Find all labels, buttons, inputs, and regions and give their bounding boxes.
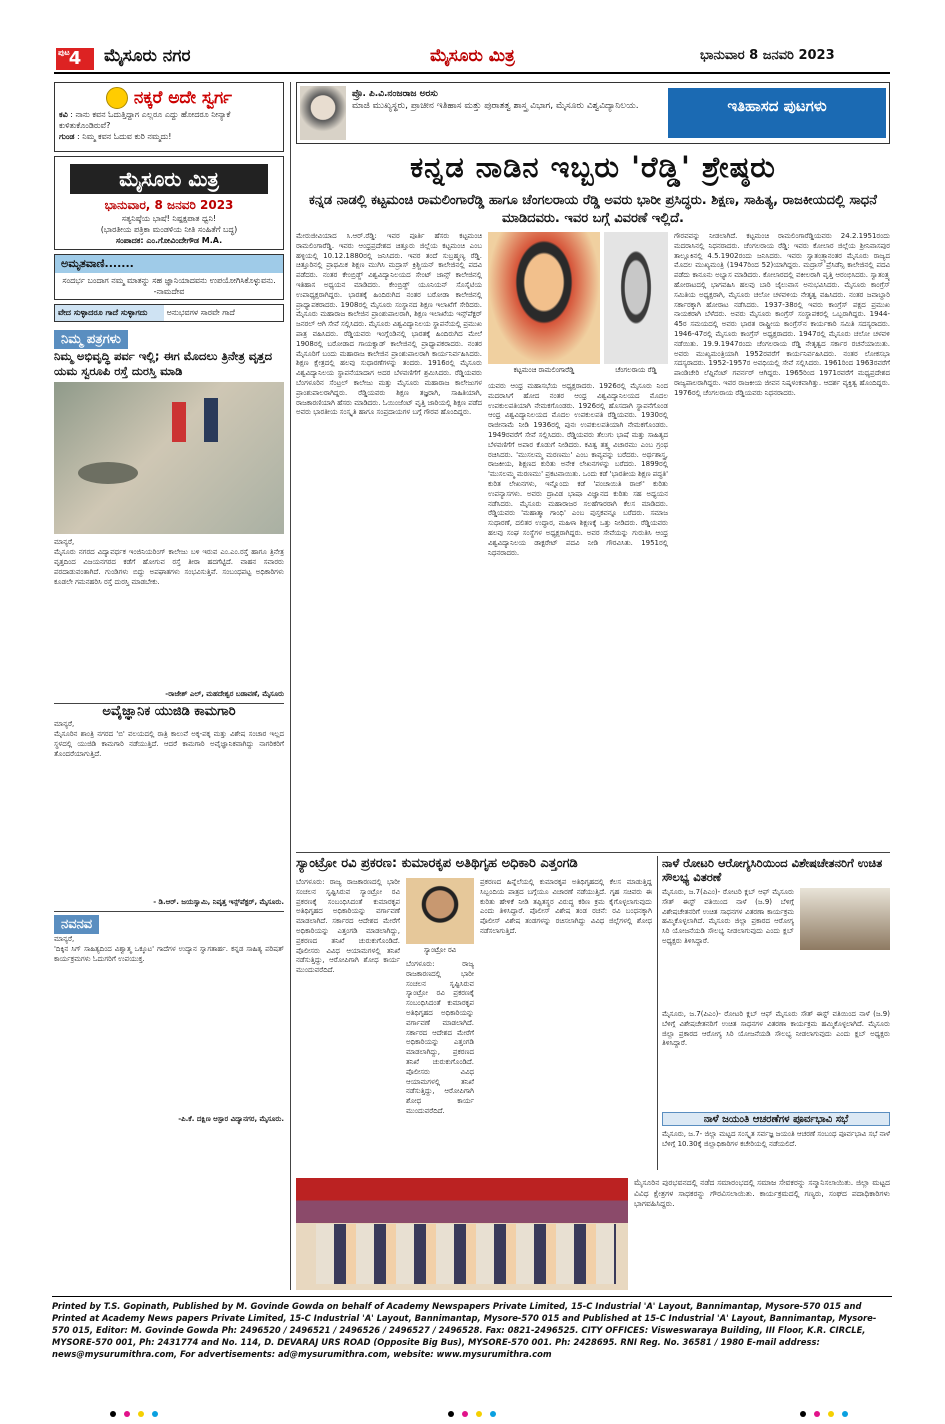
jayanti-body: ಮೈಸೂರು, ಜ.7- ಜಿಲ್ಲಾ ಮಟ್ಟದ ಸಂಸ್ಕೃತ ಸರ್ವಜ್ಞ ಜಯಂತಿ ಆಚರಣೆ ಸಂಬಂಧ ಪೂರ್ವಭಾವಿ ಸಭೆ ನಾಳೆ ಬೆಳಿಗ್ಗೆ 10.30ಕ್ಕೆ ಜಿಲ್ಲಾಧಿಕಾರಿಗಳ ಕಚೇರಿಯಲ್ಲಿ ನಡೆಯಲಿದೆ. [662, 1130, 890, 1148]
navanava-signature: -ಪಿ.ಕೆ. ದಕ್ಷಿಣ ಆಸ್ಪಾರ ವಿದ್ಯಾನಗರ, ಮೈಸೂರು. [178, 1115, 284, 1123]
veda-left: ವೇದ ಸುಳ್ಳಾದರೂ ಗಾದೆ ಸುಳ್ಳಾಗದು [55, 305, 164, 321]
page-number-badge [56, 48, 94, 70]
edition-logo: ಮೈಸೂರು ಮಿತ್ರ [70, 164, 268, 194]
registration-dots-left [110, 1402, 166, 1410]
author-desc: ಮಾಜಿ ಮುಖ್ಯಸ್ಥರು, ಪ್ರಾಚೀನ ಇತಿಹಾಸ ಮತ್ತು ಪುರಾತತ್ವ ಶಾಸ್ತ್ರ ವಿಭಾಗ, ಮೈಸೂರು ವಿಶ್ವವಿದ್ಯಾನಿಲಯ. [352, 101, 639, 111]
rotary-headline: ನಾಳೆ ರೋಟರಿ ಆರೋಗ್ಯಸಿರಿಯಿಂದ ವಿಶೇಷಚೇತನರಿಗೆ ಉಚಿತ ಸೌಲಭ್ಯ ವಿತರಣೆ [662, 856, 883, 884]
registration-dot [800, 1411, 806, 1417]
pothole-shape [78, 462, 138, 484]
ceremony-photo [296, 1178, 628, 1290]
section-name: ಮೈಸೂರು ನಗರ [104, 46, 191, 66]
left-column [54, 82, 284, 1124]
sub-headline: ಕನ್ನಡ ನಾಡಲ್ಲಿ ಕಟ್ಟಮಂಚಿ ರಾಮಲಿಂಗಾರೆಡ್ಡಿ ಹಾಗೂ ಚೆಂಗಲರಾಯ ರೆಡ್ಡಿ ಅವರು ಭಾರೀ ಪ್ರಸಿದ್ಧರು. ಶಿಕ್ಷಣ, ಸಾಹಿತ್ಯ, ರಾಜಕೀಯದಲ್ಲಿ ಸಾಧನೆ ಮಾಡಿದವರು. ಇವರ ಬಗ್ಗೆ ವಿವರಣೆ ಇಲ್ಲಿದೆ. [309, 193, 877, 226]
edition-tagline-2: (ಭಾರತೀಯ ಪತ್ರಿಕಾ ಮಂಡಳಿಯ ನೀತಿ ಸಂಹಿತೆಗೆ ಬದ್ಧ) [100, 225, 238, 234]
footer-rule [52, 1296, 892, 1297]
pedestrian-figure [204, 398, 218, 442]
santro-column-1b: ಬೆಂಗಳೂರು: ರಾಜ್ಯ ರಾಜಕಾರಣದಲ್ಲಿ ಭಾರೀ ಸಂಚಲನ ಸೃಷ್ಟಿಸಿರುವ ಸ್ಯಾಂಟ್ರೋ ರವಿ ಪ್ರಕರಣಕ್ಕೆ ಸಂಬಂಧಿಸಿದಂತೆ ಕುಮಾರಕೃಪ ಅತಿಥಿಗೃಹದ ಅಧಿಕಾರಿಯನ್ನು ವರ್ಗಾವಣೆ ಮಾಡಲಾಗಿದೆ. ಸರ್ಕಾರದ ಆದೇಶದ ಮೇರೆಗೆ ಅಧಿಕಾರಿಯನ್ನು ಎತ್ತಂಗಡಿ ಮಾಡಲಾಗಿದ್ದು, ಪ್ರಕರಣದ ತನಿಖೆ ಚುರುಕುಗೊಂಡಿದೆ. ಪೊಲೀಸರು ವಿವಿಧ ಆಯಾಮಗಳಲ್ಲಿ ತನಿಖೆ ನಡೆಸುತ್ತಿದ್ದು, ಆರೋಪಿಗಾಗಿ ಶೋಧ ಕಾರ್ಯ ಮುಂದುವರೆದಿದೆ. [406, 960, 474, 1115]
portrait-caption-1: ಕಟ್ಟಮಂಚಿ ರಾಮಲಿಂಗಾರೆಡ್ಡಿ [513, 366, 575, 374]
author-name: ಪ್ರೊ. ಪಿ.ವಿ.ನಂಜರಾಜ ಅರಸು [352, 89, 438, 99]
navanava-salutation: ಮಾನ್ಯರೆ, [54, 935, 75, 943]
registration-dot [152, 1411, 158, 1417]
road-photo [54, 382, 284, 534]
nakkare-box: ನಕ್ಕರೆ ಅದೇ ಸ್ವರ್ಗ ಕವಿ : ನಾನು ಕವನ ಓದುತ್ತಿದ್ದಾಗ ಎಲ್ಲರೂ ಎದ್ದು ಹೋದರೂ ನೀನ್ಯಾಕೆ ಕುಳಿತುಕೊಂಡಿರುವೆ? ಗುಂಡ : ನಿಮ್ಮ ಕವನ ಓದುವ ಕುರಿ ನಮ್ಮದು! [54, 82, 284, 152]
patragalu-salutation: ಮಾನ್ಯರೆ, [54, 538, 75, 546]
nakkare-label-2: ಗುಂಡ [59, 132, 75, 141]
amrutavani-box [54, 254, 284, 300]
rotary-body: ಮೈಸೂರು, ಜ.7(ಪಿಎಂ)- ರೋಟರಿ ಕ್ಲಬ್ ಆಫ್ ಮೈಸೂರು ಸೌತ್ ಈಸ್ಟ್ ವತಿಯಿಂದ ನಾಳೆ (ಜ.9) ಬೆಳಿಗ್ಗೆ ವಿಶೇಷಚೇತನರಿಗೆ ಉಚಿತ ಸಾಧನಗಳ ವಿತರಣಾ ಕಾರ್ಯಕ್ರಮ ಹಮ್ಮಿಕೊಳ್ಳಲಾಗಿದೆ. ಮೈಸೂರು ಜಿಲ್ಲಾ ಪ್ರಕಾರದ ಆರೋಗ್ಯ ಸಿರಿ ಯೋಜನೆಯಡಿ ಸೌಲಭ್ಯ ನೀಡಲಾಗುವುದು ಎಂದು ಕ್ಲಬ್ ಅಧ್ಯಕ್ಷರು ತಿಳಿಸಿದ್ದಾರೆ. [662, 888, 794, 945]
registration-dot [448, 1411, 454, 1417]
nakkare-label-1: ಕವಿ [59, 110, 68, 119]
registration-dot [476, 1411, 482, 1417]
registration-dot [828, 1411, 834, 1417]
veda-right: ಅನುಭವಗಳ ಸಾರವೇ ಗಾದೆ [166, 308, 235, 317]
pedestrian-figure [172, 402, 186, 442]
veda-box [54, 304, 284, 322]
nakkare-title: ನಕ್ಕರೆ ಅದೇ ಸ್ವರ್ಗ [133, 88, 232, 108]
masthead-rule [54, 72, 890, 74]
ugd-salutation: ಮಾನ್ಯರೆ, [54, 720, 75, 728]
patragalu-body: ಮೈಸೂರು ನಗರದ ವಿದ್ಯಾವರ್ಧಕ ಇಂಜಿನಿಯರಿಂಗ್ ಕಾಲೇಜು ಬಳಿ ಇರುವ ಎಂ.ಎಂ.ರಸ್ತೆ ಹಾಗೂ ತ್ರಿನೇತ್ರ ವೃತ್ತದಿಂದ ವಿಜಯನಗರದ ಕಡೆಗೆ ಹೋಗುವ ರಸ್ತೆ ತೀರಾ ಹದಗೆಟ್ಟಿದೆ. ವಾಹನ ಸವಾರರು ಪರದಾಡುವಂತಾಗಿದೆ. ಗುಂಡಿಗಳು ಬಿದ್ದು ಅಪಘಾತಗಳು ಸಂಭವಿಸುತ್ತಿವೆ. ಸಂಬಂಧಪಟ್ಟ ಅಧಿಕಾರಿಗಳು ಕೂಡಲೇ ಗಮನಹರಿಸಿ ರಸ್ತೆ ದುರಸ್ತಿ ಮಾಡಬೇಕು. [54, 548, 284, 586]
navanava-body: 'ದಿಕ್ಕಿನ ಸಿಗ್ ಸಾಹಿತ್ಯದಿಂದ ವಿಶ್ವಾತ್ಮ ಒಕ್ಕೂಟ' ಗಾದೆಗಳ ಉದ್ಯಾನ ಸ್ವಾಗತಾರ್ಹ. ಕನ್ನಡ ಸಾಹಿತ್ಯ ಪರಿಷತ್ ಕಾರ್ಯಕ್ರಮಗಳು ಓದುಗರಿಗೆ ಉಪಯುಕ್ತ. [54, 945, 284, 963]
main-headline: ಕನ್ನಡ ನಾಡಿನ ಇಬ್ಬರು 'ರೆಡ್ಡಿ' ಶ್ರೇಷ್ಠರು [410, 150, 776, 184]
registration-dot [110, 1411, 116, 1417]
reddy-portrait-2 [604, 232, 668, 364]
nakkare-line-1: ನಾನು ಕವನ ಓದುತ್ತಿದ್ದಾಗ ಎಲ್ಲರೂ ಎದ್ದು ಹೋದರೂ ನೀನ್ಯಾಕೆ ಕುಳಿತುಕೊಂಡಿರುವೆ? [59, 110, 231, 130]
page-word: ಪುಟ [58, 48, 70, 57]
edition-date: ಭಾನುವಾರ, 8 ಜನವರಿ 2023 [104, 198, 234, 212]
ugd-signature: - ಡಿ.ಆರ್. ಜಯಸ್ವಾಮಿ, ನಿವೃತ್ತ ಇನ್ಸ್‌ಪೆಕ್ಟರ್, ಮೈಸೂರು. [153, 898, 284, 906]
itihasa-column-1: ಮೇರುಜೀವಿಯಾದ ಸಿ.ಆರ್.ರೆಡ್ಡಿ: ಇವರ ಪೂರ್ತಿ ಹೆಸರು ಕಟ್ಟಮಂಚಿ ರಾಮಲಿಂಗಾರೆಡ್ಡಿ. ಇವರು ಆಂಧ್ರಪ್ರದೇಶದ ಚಿತ್ತೂರು ಜಿಲ್ಲೆಯ ಕಟ್ಟಮಂಚಿ ಎಂಬ ಹಳ್ಳಿಯಲ್ಲಿ 10.12.1880ರಲ್ಲಿ ಜನಿಸಿದರು. ಇವರ ತಂದೆ ಸುಬ್ರಹ್ಮಣ್ಯ ರೆಡ್ಡಿ. ಚಿತ್ತೂರಿನಲ್ಲಿ ಪ್ರಾಥಮಿಕ ಶಿಕ್ಷಣ ಮುಗಿಸಿ ಮದ್ರಾಸ್ ಕ್ರಿಶ್ಚಿಯನ್ ಕಾಲೇಜಿನಲ್ಲಿ ಪದವಿ ಪಡೆದರು. ನಂತರ ಕೇಂಬ್ರಿಡ್ಜ್ ವಿಶ್ವವಿದ್ಯಾನಿಲಯದ ಸೇಂಟ್ ಜಾನ್ಸ್ ಕಾಲೇಜಿನಲ್ಲಿ ಇತಿಹಾಸ ಅಧ್ಯಯನ ಮಾಡಿದರು. ಕೇಂಬ್ರಿಡ್ಜ್ ಯೂನಿಯನ್ ಸೊಸೈಟಿಯ ಉಪಾಧ್ಯಕ್ಷರಾಗಿದ್ದರು. ಭಾರತಕ್ಕೆ ಹಿಂದಿರುಗಿದ ನಂತರ ಬರೋಡಾ ಕಾಲೇಜಿನಲ್ಲಿ ಪ್ರಾಧ್ಯಾಪಕರಾದರು. 1908ರಲ್ಲಿ ಮೈಸೂರು ಸಂಸ್ಥಾನದ ಶಿಕ್ಷಣ ಇಲಾಖೆಗೆ ಸೇರಿದರು. ಮೈಸೂರು ಮಹಾರಾಜ ಕಾಲೇಜಿನ ಪ್ರಾಂಶುಪಾಲರಾಗಿ, ಶಿಕ್ಷಣ ಇಲಾಖೆಯ ಇನ್ಸ್‌ಪೆಕ್ಟರ್ ಜನರಲ್ ಆಗಿ ಸೇವೆ ಸಲ್ಲಿಸಿದರು. ಮೈಸೂರು ವಿಶ್ವವಿದ್ಯಾನಿಲಯ ಸ್ಥಾಪನೆಯಲ್ಲಿ ಪ್ರಮುಖ ಪಾತ್ರ ವಹಿಸಿದರು. ರೆಡ್ಡಿಯವರು ಇಂಗ್ಲೆಂಡಿನಲ್ಲಿ ಭಾರತಕ್ಕೆ ಹಿಂದಿರುಗಿದ ಮೇಲೆ 1908ರಲ್ಲಿ ಬರೋಡಾದ ಗಾಯಕ್ವಾಡ್ ಕಾಲೇಜಿನಲ್ಲಿ ಪ್ರಾಧ್ಯಾಪಕರಾದರು. ನಂತರ ಮೈಸೂರಿಗೆ ಬಂದು ಮಹಾರಾಜ ಕಾಲೇಜಿನ ಪ್ರಾಂಶುಪಾಲರಾಗಿ ಕಾರ್ಯನಿರ್ವಹಿಸಿದರು. ಶಿಕ್ಷಣ ಕ್ಷೇತ್ರದಲ್ಲಿ ಹಲವು ಸುಧಾರಣೆಗಳನ್ನು ತಂದರು. 1916ರಲ್ಲಿ ಮೈಸೂರು ವಿಶ್ವವಿದ್ಯಾನಿಲಯ ಸ್ಥಾಪನೆಯಾದಾಗ ಅದರ ಬೆಳವಣಿಗೆಗೆ ಶ್ರಮಿಸಿದರು. ರೆಡ್ಡಿಯವರು ಬೆಂಗಳೂರಿನ ಸೆಂಟ್ರಲ್ ಕಾಲೇಜು ಮತ್ತು ಮೈಸೂರು ಮಹಾರಾಜ ಕಾಲೇಜುಗಳ ಪ್ರಾಂಶುಪಾಲರಾಗಿದ್ದರು. ರೆಡ್ಡಿಯವರು ಶಿಕ್ಷಣ ತಜ್ಞರಾಗಿ, ಸಾಹಿತಿಯಾಗಿ, ರಾಜಕಾರಣಿಯಾಗಿ ಹೆಸರು ಮಾಡಿದರು. ಓಯಿಂಜೆಂಟ್ ವೃತ್ತಿ ಜಾರಿಯಲ್ಲಿ ಶಿಕ್ಷಣ ಪಡೆದ ಅವರು ಭಾರತೀಯ ಸಂಸ್ಕೃತಿ ಹಾಗೂ ಸಂಪ್ರದಾಯಗಳ ಬಗ್ಗೆ ಗೌರವ ಹೊಂದಿದ್ದರು. [296, 232, 482, 417]
publication-date: ಭಾನುವಾರ 8 ಜನವರಿ 2023 [700, 48, 835, 63]
santro-column-1: ಬೆಂಗಳೂರು: ರಾಜ್ಯ ರಾಜಕಾರಣದಲ್ಲಿ ಭಾರೀ ಸಂಚಲನ ಸೃಷ್ಟಿಸಿರುವ ಸ್ಯಾಂಟ್ರೋ ರವಿ ಪ್ರಕರಣಕ್ಕೆ ಸಂಬಂಧಿಸಿದಂತೆ ಕುಮಾರಕೃಪ ಅತಿಥಿಗೃಹದ ಅಧಿಕಾರಿಯನ್ನು ವರ್ಗಾವಣೆ ಮಾಡಲಾಗಿದೆ. ಸರ್ಕಾರದ ಆದೇಶದ ಮೇರೆಗೆ ಅಧಿಕಾರಿಯನ್ನು ಎತ್ತಂಗಡಿ ಮಾಡಲಾಗಿದ್ದು, ಪ್ರಕರಣದ ತನಿಖೆ ಚುರುಕುಗೊಂಡಿದೆ. ಪೊಲೀಸರು ವಿವಿಧ ಆಯಾಮಗಳಲ್ಲಿ ತನಿಖೆ ನಡೆಸುತ್ತಿದ್ದು, ಆರೋಪಿಗಾಗಿ ಶೋಧ ಕಾರ್ಯ ಮುಂದುವರೆದಿದೆ. [296, 878, 400, 975]
patragalu-section [54, 328, 284, 699]
jayanti-headline: ನಾಳೆ ಜಯಂತಿ ಆಚರಣೆಗಳ ಪೂರ್ವಭಾವಿ ಸಭೆ [662, 1112, 890, 1126]
registration-dot [138, 1411, 144, 1417]
itihasa-column-3: ಗೌರವವನ್ನು ನೀಡಲಾಗಿದೆ. ಕಟ್ಟಮಂಚಿ ರಾಮಲಿಂಗಾರೆಡ್ಡಿಯವರು 24.2.1951ರಂದು ಮದರಾಸಿನಲ್ಲಿ ನಿಧನರಾದರು. ಚೆಂಗಲರಾಯ ರೆಡ್ಡಿ: ಇವರು ಕೋಲಾರ ಜಿಲ್ಲೆಯ ಶ್ರೀನಿವಾಸಪುರ ತಾಲ್ಲೂಕಿನಲ್ಲಿ 4.5.1902ರಂದು ಜನಿಸಿದರು. ಇವರು ಸ್ವಾತಂತ್ರ್ಯಾನಂತರ ಮೈಸೂರು ರಾಜ್ಯದ ಮೊದಲ ಮುಖ್ಯಮಂತ್ರಿ (1947ರಿಂದ 52)ಯಾಗಿದ್ದರು. ಮದ್ರಾಸ್ ಪ್ರೆಸಿಡೆನ್ಸಿ ಕಾಲೇಜಿನಲ್ಲಿ ಪದವಿ ಪಡೆದು ಕಾನೂನು ಅಭ್ಯಾಸ ಮಾಡಿದರು. ಕೋಲಾರದಲ್ಲಿ ವಕೀಲರಾಗಿ ವೃತ್ತಿ ಆರಂಭಿಸಿದರು. ಸ್ವಾತಂತ್ರ್ಯ ಹೋರಾಟದಲ್ಲಿ ಭಾಗವಹಿಸಿ ಹಲವು ಬಾರಿ ಜೈಲುವಾಸ ಅನುಭವಿಸಿದರು. ಮೈಸೂರು ಕಾಂಗ್ರೆಸ್ ಸಮಿತಿಯ ಅಧ್ಯಕ್ಷರಾಗಿ, ಮೈಸೂರು ಚಲೋ ಚಳವಳಿಯ ನೇತೃತ್ವ ವಹಿಸಿದರು. ನಂತರ ಜವಾಬ್ದಾರಿ ಸರ್ಕಾರಕ್ಕಾಗಿ ಹೋರಾಟ ನಡೆಸಿದರು. 1937-38ರಲ್ಲಿ ಇವರು ಕಾಂಗ್ರೆಸ್ ಪಕ್ಷದ ಪ್ರಮುಖ ನಾಯಕರಾಗಿ ಬೆಳೆದರು. ಅವರು ಮೈಸೂರು ಕಾಂಗ್ರೆಸ್ ಸಂಸ್ಥಾಪಕರಲ್ಲಿ ಒಬ್ಬರಾಗಿದ್ದರು. 1944-45ರ ಸಮಯದಲ್ಲಿ ಅವರು ಭಾರತ ರಾಷ್ಟ್ರೀಯ ಕಾಂಗ್ರೆಸ್‌ನ ಕಾರ್ಯಕಾರಿ ಸಮಿತಿ ಸದಸ್ಯರಾದರು. 1946-47ರಲ್ಲಿ ಮೈಸೂರು ಕಾಂಗ್ರೆಸ್ ಅಧ್ಯಕ್ಷರಾದರು. 1947ರಲ್ಲಿ ಮೈಸೂರು ಚಲೋ ಚಳವಳಿ ನಡೆಯಿತು. 19.9.1947ರಂದು ಚೆಂಗಲರಾಯ ರೆಡ್ಡಿ ನೇತೃತ್ವದ ಸರ್ಕಾರ ರಚನೆಯಾಯಿತು. ಅವರು ಮುಖ್ಯಮಂತ್ರಿಯಾಗಿ 1952ರವರೆಗೆ ಕಾರ್ಯನಿರ್ವಹಿಸಿದರು. ನಂತರ ಲೋಕಸಭಾ ಸದಸ್ಯರಾದರು. 1952-1957ರ ಅವಧಿಯಲ್ಲಿ ಸೇವೆ ಸಲ್ಲಿಸಿದರು. 1961ರಿಂದ 1963ರವರೆಗೆ ಪಾಂಡಿಚೇರಿ ಲೆಫ್ಟಿನೆಂಟ್ ಗವರ್ನರ್ ಆಗಿದ್ದರು. 1965ರಿಂದ 1971ರವರೆಗೆ ಮಧ್ಯಪ್ರದೇಶದ ರಾಜ್ಯಪಾಲರಾಗಿದ್ದರು. ಇವರ ರಾಜಕೀಯ ಜೀವನ ನಿಷ್ಕಳಂಕವಾಗಿತ್ತು. ಆದರ್ಶ ವ್ಯಕ್ತಿತ್ವ ಹೊಂದಿದ್ದರು. 1976ರಲ್ಲಿ ಚೆಂಗಲರಾಯ ರೆಡ್ಡಿಯವರು ನಿಧನರಾದರು. [674, 232, 890, 397]
registration-dot [462, 1411, 468, 1417]
column-divider [290, 82, 291, 1290]
section-rule [296, 852, 890, 853]
santro-column-2: ಪ್ರಕರಣದ ಹಿನ್ನೆಲೆಯಲ್ಲಿ ಕುಮಾರಕೃಪ ಅತಿಥಿಗೃಹದಲ್ಲಿ ಕೆಲಸ ಮಾಡುತ್ತಿದ್ದ ಸಿಬ್ಬಂದಿಯ ಪಾತ್ರದ ಬಗ್ಗೆಯೂ ವಿಚಾರಣೆ ನಡೆಯುತ್ತಿದೆ. ಗೃಹ ಸಚಿವರು ಈ ಕುರಿತು ಹೇಳಿಕೆ ನೀಡಿ ತಪ್ಪಿತಸ್ಥರ ವಿರುದ್ಧ ಕಠಿಣ ಕ್ರಮ ಕೈಗೊಳ್ಳಲಾಗುವುದು ಎಂದು ತಿಳಿಸಿದ್ದಾರೆ. ಪೊಲೀಸ್ ವಿಶೇಷ ತಂಡ ರಚನೆ: ರವಿ ಬಂಧನಕ್ಕಾಗಿ ಪೊಲೀಸ್ ವಿಶೇಷ ತಂಡಗಳನ್ನು ರಚಿಸಲಾಗಿದ್ದು ವಿವಿಧ ಜಿಲ್ಲೆಗಳಲ್ಲಿ ಶೋಧ ನಡೆಸಲಾಗುತ್ತಿದೆ. [480, 878, 652, 935]
itihasa-column-2: ಯವರು ಆಂಧ್ರ ಮಹಾಸಭೆಯ ಅಧ್ಯಕ್ಷರಾದರು. 1926ರಲ್ಲಿ ಮೈಸೂರು ನಿಂದ ಮದರಾಸಿಗೆ ಹೋದ ನಂತರ ಆಂಧ್ರ ವಿಶ್ವವಿದ್ಯಾನಿಲಯದ ಮೊದಲ ಉಪಕುಲಪತಿಯಾಗಿ ನೇಮಕಗೊಂಡರು. 1926ರಲ್ಲಿ ಹೊಸದಾಗಿ ಸ್ಥಾಪನೆಗೊಂಡ ಆಂಧ್ರ ವಿಶ್ವವಿದ್ಯಾನಿಲಯದ ಮೊದಲ ಉಪಕುಲಪತಿ ರೆಡ್ಡಿಯವರು. 1930ರಲ್ಲಿ ರಾಜೀನಾಮೆ ನೀಡಿ 1936ರಲ್ಲಿ ಪುನಃ ಉಪಕುಲಪತಿಯಾಗಿ ನೇಮಕಗೊಂಡರು. 1949ರವರೆಗೆ ಸೇವೆ ಸಲ್ಲಿಸಿದರು. ರೆಡ್ಡಿಯವರು ತೆಲುಗು ಭಾಷೆ ಮತ್ತು ಸಾಹಿತ್ಯದ ಬೆಳವಣಿಗೆಗೆ ಅಪಾರ ಕೊಡುಗೆ ನೀಡಿದರು. ಕವಿತ್ವ ತತ್ತ್ವ ವಿಚಾರಮು ಎಂಬ ಗ್ರಂಥ ರಚಿಸಿದರು. 'ಮುಸಲಮ್ಮ ಮರಣಮು' ಎಂಬ ಕಾವ್ಯವನ್ನು ಬರೆದರು. ಅರ್ಥಶಾಸ್ತ್ರ, ರಾಜಕೀಯ, ಶಿಕ್ಷಣದ ಕುರಿತು ಅನೇಕ ಲೇಖನಗಳನ್ನು ಬರೆದರು. 1899ರಲ್ಲಿ 'ಮುಸಲಮ್ಮ ಮರಣಮು' ಪ್ರಕಟವಾಯಿತು. ಒಂದು ಕಡೆ 'ಭಾರತೀಯ ಶಿಕ್ಷಣ ಪದ್ಧತಿ' ಕುರಿತ ಲೇಖನಗಳು, ಇನ್ನೊಂದು ಕಡೆ 'ಪಂಚಾಯಿತಿ ರಾಜ್' ಕುರಿತು ಉಪನ್ಯಾಸಗಳು. ಅವರು ದ್ರಾವಿಡ ಭಾಷಾ ವಿಜ್ಞಾನದ ಕುರಿತು ಸಹ ಅಧ್ಯಯನ ನಡೆಸಿದರು. ಮೈಸೂರು ಮಹಾರಾಜರ ಸಲಹೆಗಾರರಾಗಿ ಕೆಲಸ ಮಾಡಿದರು. ರೆಡ್ಡಿಯವರು 'ಮಹಾತ್ಮಾ ಗಾಂಧಿ' ಎಂಬ ಪುಸ್ತಕವನ್ನೂ ಬರೆದರು. ಸಮಾಜ ಸುಧಾರಣೆ, ದಲಿತರ ಉದ್ಧಾರ, ಮಹಿಳಾ ಶಿಕ್ಷಣಕ್ಕೆ ಒತ್ತು ನೀಡಿದರು. ರೆಡ್ಡಿಯವರು ಹಲವು ಸಂಘ ಸಂಸ್ಥೆಗಳ ಅಧ್ಯಕ್ಷರಾಗಿದ್ದರು. ಅವರ ಸೇವೆಯನ್ನು ಗುರುತಿಸಿ ಆಂಧ್ರ ವಿಶ್ವವಿದ್ಯಾನಿಲಯ ಡಾಕ್ಟರೇಟ್ ಪದವಿ ನೀಡಿ ಗೌರವಿಸಿತು. 1951ರಲ್ಲಿ ನಿಧನರಾದರು. [488, 382, 668, 557]
laughing-face-icon [106, 87, 128, 109]
ceremony-caption: ಮೈಸೂರಿನ ಪುರಭವನದಲ್ಲಿ ನಡೆದ ಸಮಾರಂಭದಲ್ಲಿ ಸಮಾಜ ಸೇವಕರನ್ನು ಸನ್ಮಾನಿಸಲಾಯಿತು. ಜಿಲ್ಲಾ ಮಟ್ಟದ ವಿವಿಧ ಕ್ಷೇತ್ರಗಳ ಸಾಧಕರನ್ನು ಗೌರವಿಸಲಾಯಿತು. ಕಾರ್ಯಕ್ರಮದಲ್ಲಿ ಗಣ್ಯರು, ಸಂಘದ ಪದಾಧಿಕಾರಿಗಳು ಭಾಗವಹಿಸಿದ್ದರು. [634, 1178, 890, 1209]
registration-dot [814, 1411, 820, 1417]
paper-logo: ಮೈಸೂರು ಮಿತ್ರ [430, 46, 515, 66]
rotary-body-2: ಮೈಸೂರು, ಜ.7(ಪಿಎಂ)- ರೋಟರಿ ಕ್ಲಬ್ ಆಫ್ ಮೈಸೂರು ಸೌತ್ ಈಸ್ಟ್ ವತಿಯಿಂದ ನಾಳೆ (ಜ.9) ಬೆಳಿಗ್ಗೆ ವಿಶೇಷಚೇತನರಿಗೆ ಉಚಿತ ಸಾಧನಗಳ ವಿತರಣಾ ಕಾರ್ಯಕ್ರಮ ಹಮ್ಮಿಕೊಳ್ಳಲಾಗಿದೆ. ಮೈಸೂರು ಜಿಲ್ಲಾ ಪ್ರಕಾರದ ಆರೋಗ್ಯ ಸಿರಿ ಯೋಜನೆಯಡಿ ಸೌಲಭ್ಯ ನೀಡಲಾಗುವುದು ಎಂದು ಕ್ಲಬ್ ಅಧ್ಯಕ್ಷರು ತಿಳಿಸಿದ್ದಾರೆ. [662, 1010, 890, 1048]
navanava-tag: ನವನವ [54, 915, 99, 934]
page-number: 4 [68, 48, 82, 69]
registration-dot [842, 1411, 848, 1417]
edition-tagline-1: ಸತ್ಯನಿಷ್ಠೆಯ ಭಾಷೆ! ನಿಷ್ಪಕ್ಷಪಾತ ಧ್ವನಿ! [121, 214, 217, 223]
registration-dots-right [800, 1402, 856, 1410]
patragalu-signature: -ರಾಜೇಶ್ ಎಲ್, ಮಹದೇಶ್ವರ ಬಡಾವಣೆ, ಮೈಸೂರು [165, 690, 284, 698]
rotary-photo [800, 888, 890, 950]
group-figures [316, 1224, 616, 1284]
imprint-footer: Printed by T.S. Gopinath, Published by M. Govinde Gowda on behalf of Academy Newspapers Private Limited, 15-C Industrial 'A' Layout, Bannimantap, Mysore-570 015 and Printed at Academy News papers Private Limited, 15-C Industrial 'A' Layout, Bannimantap, Mysore-570 015 and Published at 15-C Industrial 'A' Layout, Bannimantap, Mysore-570 015, Editor: M. Govinde Gowda Ph: 2496520 / 2496521 / 2496526 / 2496527 / 2496528. Fax: 0821-2496525. CITY OFFICES: Visweswaraya Building, III Floor, K.R. CIRCLE, MYSORE-570 001, Ph: 2431774 and No. 114, D. DEVARAJ URS ROAD (Opposite Big Bus), MYSORE-570 001. Ph: 2428695. RNI Reg. No. 36581 / 1980 E-mail address: news@mysurumithra.com, For advertisements: ad@mysurumithra.com, website: www.mysurumithra.com [52, 1301, 877, 1359]
column-title-band: ಇತಿಹಾಸದ ಪುಟಗಳು [668, 88, 886, 138]
editor-line: ಸಂಪಾದಕ: ಎಂ.ಗೋವಿಂದೇಗೌಡ M.A. [115, 236, 223, 245]
column-divider [657, 856, 658, 1170]
patragalu-headline: ನಿಮ್ಮ ಅಭಿವೃದ್ಧಿ ಪರ್ವ ಇಲ್ಲಿ; ಈಗ ಮೊದಲು ತ್ರಿನೇತ್ರ ವೃತ್ತದ ಯಮ ಸ್ವರೂಪಿ ರಸ್ತೆ ದುರಸ್ತಿ ಮಾಡಿ [54, 349, 273, 378]
navanava-section [54, 911, 284, 1124]
portrait-caption-2: ಚೆಂಗಲರಾಯ ರೆಡ್ಡಿ [615, 366, 657, 374]
author-photo [300, 86, 346, 140]
edition-box [54, 156, 284, 250]
santro-photo-caption: ಸ್ಯಾಂಟ್ರೋ ರವಿ [423, 946, 457, 954]
patragalu-tag: ನಿಮ್ಮ ಪತ್ರಗಳು [54, 330, 128, 349]
santro-headline: ಸ್ಯಾಂಟ್ರೋ ರವಿ ಪ್ರಕರಣ: ಕುಮಾರಕೃಪ ಅತಿಥಿಗೃಹ ಅಧಿಕಾರಿ ಎತ್ತಂಗಡಿ [296, 856, 578, 871]
nakkare-line-2: ನಿಮ್ಮ ಕವನ ಓದುವ ಕುರಿ ನಮ್ಮದು! [82, 132, 172, 141]
ugd-headline: ಅವೈಜ್ಞಾನಿಕ ಯುಜಿಡಿ ಕಾಮಗಾರಿ [102, 704, 236, 719]
registration-dot [124, 1411, 130, 1417]
amrutavani-title: ಅಮೃತವಾಣಿ....... [55, 255, 283, 273]
amrutavani-text: ಸಂದರ್ಭ ಬಂದಾಗ ನಮ್ಮ ಮಾತನ್ನು ಸಹ ಜ್ಞಾನಿಯಾದವನು ಉಪಯೋಗಿಸಿಕೊಳ್ಳುವನು. -ನಾಮದೇವ [62, 276, 276, 296]
santro-photo [406, 878, 474, 944]
ugd-section [54, 703, 284, 907]
ugd-body: ಮೈಸೂರಿನ ಶಾಂತ್ರಿ ನಗರದ 'ಬಿ' ವಲಯದಲ್ಲಿ ರಾತ್ರಿ ಕಾಲುವೆ ಅಕ್ಕ-ಪಕ್ಕ ಮತ್ತು ವಿಶೇಷ ಸಂಚಾರ ಇಲ್ಲದ ಸ್ಥಳದಲ್ಲಿ ಯುಜಿಡಿ ಕಾಮಗಾರಿ ನಡೆಯುತ್ತಿದೆ. ಆದರೆ ಕಾಮಗಾರಿ ಅವೈಜ್ಞಾನಿಕವಾಗಿದ್ದು ನಾಗರಿಕರಿಗೆ ತೊಂದರೆಯಾಗುತ್ತಿದೆ. [54, 730, 284, 758]
reddy-portrait-1 [488, 232, 600, 364]
registration-dot [490, 1411, 496, 1417]
registration-dots-center [448, 1402, 504, 1410]
author-info [352, 88, 642, 112]
